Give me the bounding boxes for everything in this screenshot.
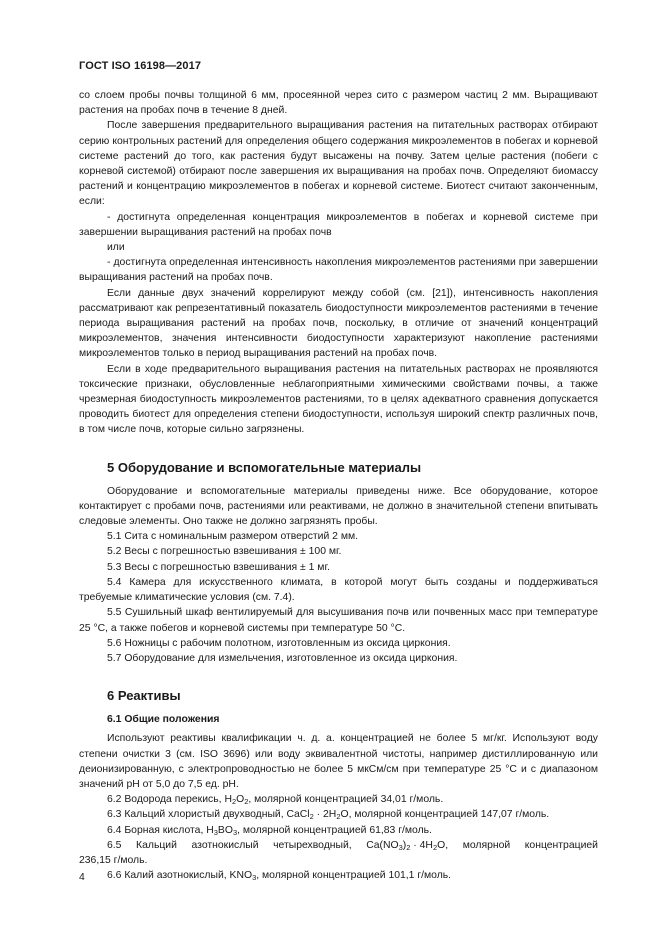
standard-header: ГОСТ ISO 16198—2017 bbox=[79, 60, 202, 72]
section-6-intro: Используют реактивы квалификации ч. д. а. концентрацией не более 5 мг/кг. Используют воду степени очистки 3 (см. ISO 3696) или воду эквивалентной чистоты, например дистиллированную или деионизированную, с электропроводностью не более 5 мкСм/см при температуре 25 °С и с диапазоном значений рН от 5,0 до 7,5 ед. рН. bbox=[79, 733, 598, 790]
equipment-item: 5.4 Камера для искусственного климата, в которой могут быть созданы и поддерживаться требуемые климатические условия (см. 7.4). bbox=[79, 576, 598, 604]
reagent-word: азотнокислый bbox=[191, 839, 259, 851]
reagent-6-4 bbox=[79, 823, 598, 838]
reagent-number: 6.3 bbox=[107, 809, 122, 821]
reagent-name: Калий азотнокислый, bbox=[124, 870, 227, 882]
section-6-title: 6 Реактивы bbox=[107, 688, 181, 704]
page-number: 4 bbox=[79, 872, 85, 883]
chemical-formula: $H_2O_2$ bbox=[224, 794, 249, 807]
equipment-item: 5.7 Оборудование для измельчения, изготовленное из оксида циркония. bbox=[107, 652, 458, 664]
section-5-intro: Оборудование и вспомогательные материалы приведены ниже. Все оборудование, которое контактирует с пробами почв, растениями или реактивами, не должно в значительной степени впитывать следовые элементы. Оно также не должно загрязнять пробы. bbox=[79, 485, 598, 528]
equipment-item: 5.2 Весы с погрешностью взвешивания ± 100 мг. bbox=[107, 546, 342, 558]
equipment-item: 5.3 Весы с погрешностью взвешивания ± 1 мг. bbox=[107, 561, 330, 573]
reagent-word: четырехводный, bbox=[273, 839, 352, 851]
subsection-6-1-title: 6.1 Общие положения bbox=[107, 714, 220, 726]
intro-paragraph: со слоем пробы почвы толщиной 6 мм, просеянной через сито с размером частиц 2 мм. Выращивают растения на пробах почв в течение 8 дней. bbox=[79, 90, 598, 117]
reagent-6-5 bbox=[79, 838, 598, 853]
equipment-item: 5.6 Ножницы с рабочим полотном, изготовленным из оксида циркония. bbox=[107, 637, 451, 649]
page-body bbox=[79, 88, 598, 883]
reagent-word: Кальций bbox=[136, 839, 177, 851]
reagent-word: концентрацией bbox=[524, 839, 598, 851]
reagent-6-5-continued: 236,15 г/моль. bbox=[79, 854, 148, 866]
reagent-details: , молярной концентрацией 101,1 г/моль. bbox=[256, 870, 452, 882]
section-5-title: 5 Оборудование и вспомогательные материалы bbox=[107, 459, 422, 475]
equipment-item: 5.5 Сушильный шкаф вентилируемый для высушивания почв или почвенных масс при температуре 25 °С, а также побегов и корневой системы при температуре 50 °С. bbox=[79, 607, 598, 634]
reagent-name: Кальций хлористый двухводный, bbox=[124, 809, 284, 821]
reagent-number: 6.5 bbox=[107, 839, 122, 851]
intro-paragraph: Если данные двух значений коррелируют между собой (см. [21]), интенсивность накопления рассматривают как репрезентативный показатель биодоступности микроэлементов растениями в течение периода выращивания растений на пробах почв, поскольку, в отличие от значений концентраций микроэлементов, значения интенсивности биодоступности характеризуют накопление растениями микроэлементов только в период выращивания растений на пробах почв. bbox=[79, 287, 598, 360]
reagent-name: Борная кислота, bbox=[124, 824, 204, 836]
chemical-formula: $KNO_3$ bbox=[229, 870, 257, 883]
intro-paragraph: - достигнута определенная концентрация микроэлементов в побегах и корневой системе при завершении выращивания растений на пробах почв bbox=[79, 211, 598, 238]
reagent-details: , молярной концентрацией 147,07 г/моль. bbox=[348, 809, 550, 821]
chemical-formula: CaCl$_2$ · $2H_2O$ bbox=[286, 809, 349, 822]
reagent-number: 6.2 bbox=[107, 794, 122, 806]
reagent-number: 6.6 bbox=[107, 870, 122, 882]
intro-paragraph: или bbox=[107, 242, 125, 254]
reagent-6-6 bbox=[79, 868, 598, 883]
chemical-formula: $Ca(NO_3)_2 \cdot 4H_2O$, bbox=[366, 839, 449, 852]
reagent-word: молярной bbox=[462, 839, 511, 851]
intro-paragraph: - достигнута определенная интенсивность накопления микроэлементов растениями при завершении выращивания растений на пробах почв. bbox=[79, 257, 598, 284]
chemical-formula: $H_3BO_3$ bbox=[206, 824, 238, 837]
equipment-item: 5.1 Сита с номинальным размером отверстий 2 мм. bbox=[107, 531, 358, 543]
intro-paragraph: Если в ходе предварительного выращивания растения на питательных растворах не проявляются токсические признаки, обусловленные неблагоприятными химическими свойствами почвы, а также чрезмерная биодоступность микроэлементов растениями, то в целях адекватного сравнения допускается проводить биотест для определения степени биодоступности, используя широкий спектр различных почв, в том числе почв, которые сильно загрязнены. bbox=[79, 363, 598, 436]
reagent-6-3 bbox=[79, 807, 598, 822]
reagent-6-2 bbox=[79, 792, 598, 807]
reagent-details: , молярной концентрацией 34,01 г/моль. bbox=[248, 794, 444, 806]
intro-paragraph: После завершения предварительного выращивания растения на питательных растворах отбирают серию контрольных растений для определения общего содержания микроэлементов в побегах и корневой системе растений до того, как растения будут высажены на почву. Затем целые растения (побеги с корневой системой) отбирают после завершения их выращивания на пробах почв. Определяют биомассу растений и концентрацию микроэлементов в побегах и корневой системе. Биотест считают законченным, если: bbox=[79, 120, 598, 208]
reagent-details: , молярной концентрацией 61,83 г/моль. bbox=[237, 824, 432, 836]
reagent-name: Водорода перекись, bbox=[124, 794, 222, 806]
reagent-number: 6.4 bbox=[107, 824, 122, 836]
